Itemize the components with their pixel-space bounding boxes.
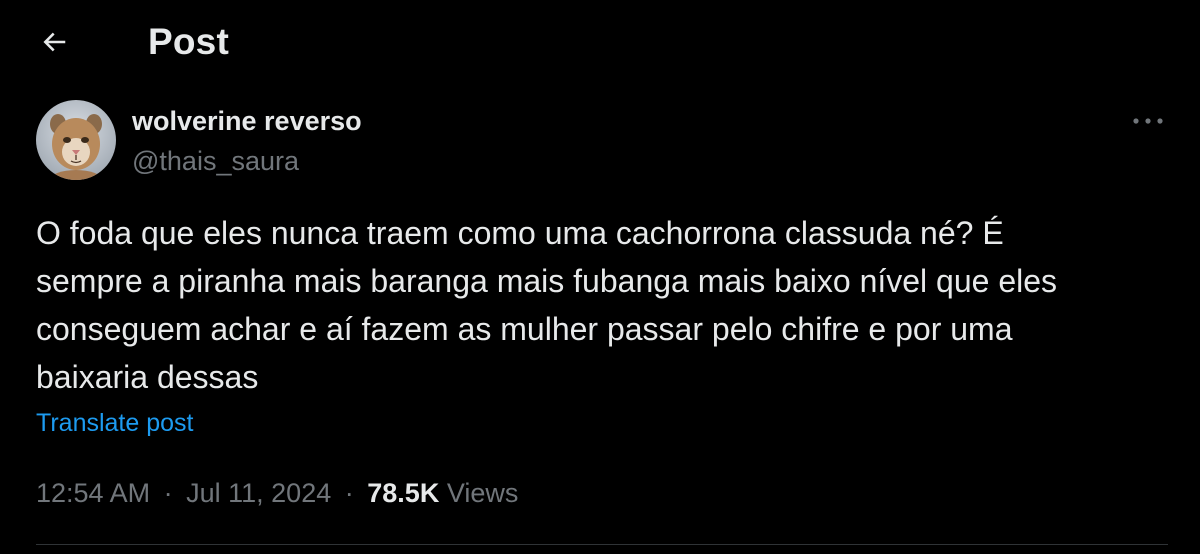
post-time[interactable]: 12:54 AM — [36, 478, 151, 508]
page-header — [0, 0, 1200, 86]
translate-post-link[interactable]: Translate post — [36, 409, 194, 437]
separator-dot: · — [344, 478, 354, 508]
post-text: O foda que eles nunca traem como uma cachorrona classuda né? É sempre a piranha mais baranga mais fubanga mais baixo nível que eles conseguem achar e aí fazem as mulher passar pelo chifre e por uma baixaria dessas — [36, 215, 1058, 395]
back-button[interactable] — [30, 20, 78, 64]
avatar[interactable] — [36, 100, 116, 180]
more-options-icon — [1131, 116, 1165, 126]
views-label: Views — [446, 478, 519, 508]
divider — [36, 544, 1168, 545]
page-title: Post — [148, 21, 229, 62]
views-count: 78.5K — [367, 478, 440, 508]
cougar-avatar-icon — [36, 100, 116, 180]
more-options-button[interactable] — [1128, 108, 1168, 134]
post-date[interactable]: Jul 11, 2024 — [186, 478, 332, 508]
separator-dot: · — [163, 478, 173, 508]
arrow-left-icon — [39, 27, 69, 57]
author-display-name[interactable]: wolverine reverso — [132, 106, 362, 136]
post-metadata — [36, 474, 518, 512]
author-handle[interactable]: @thais_saura — [132, 146, 299, 176]
